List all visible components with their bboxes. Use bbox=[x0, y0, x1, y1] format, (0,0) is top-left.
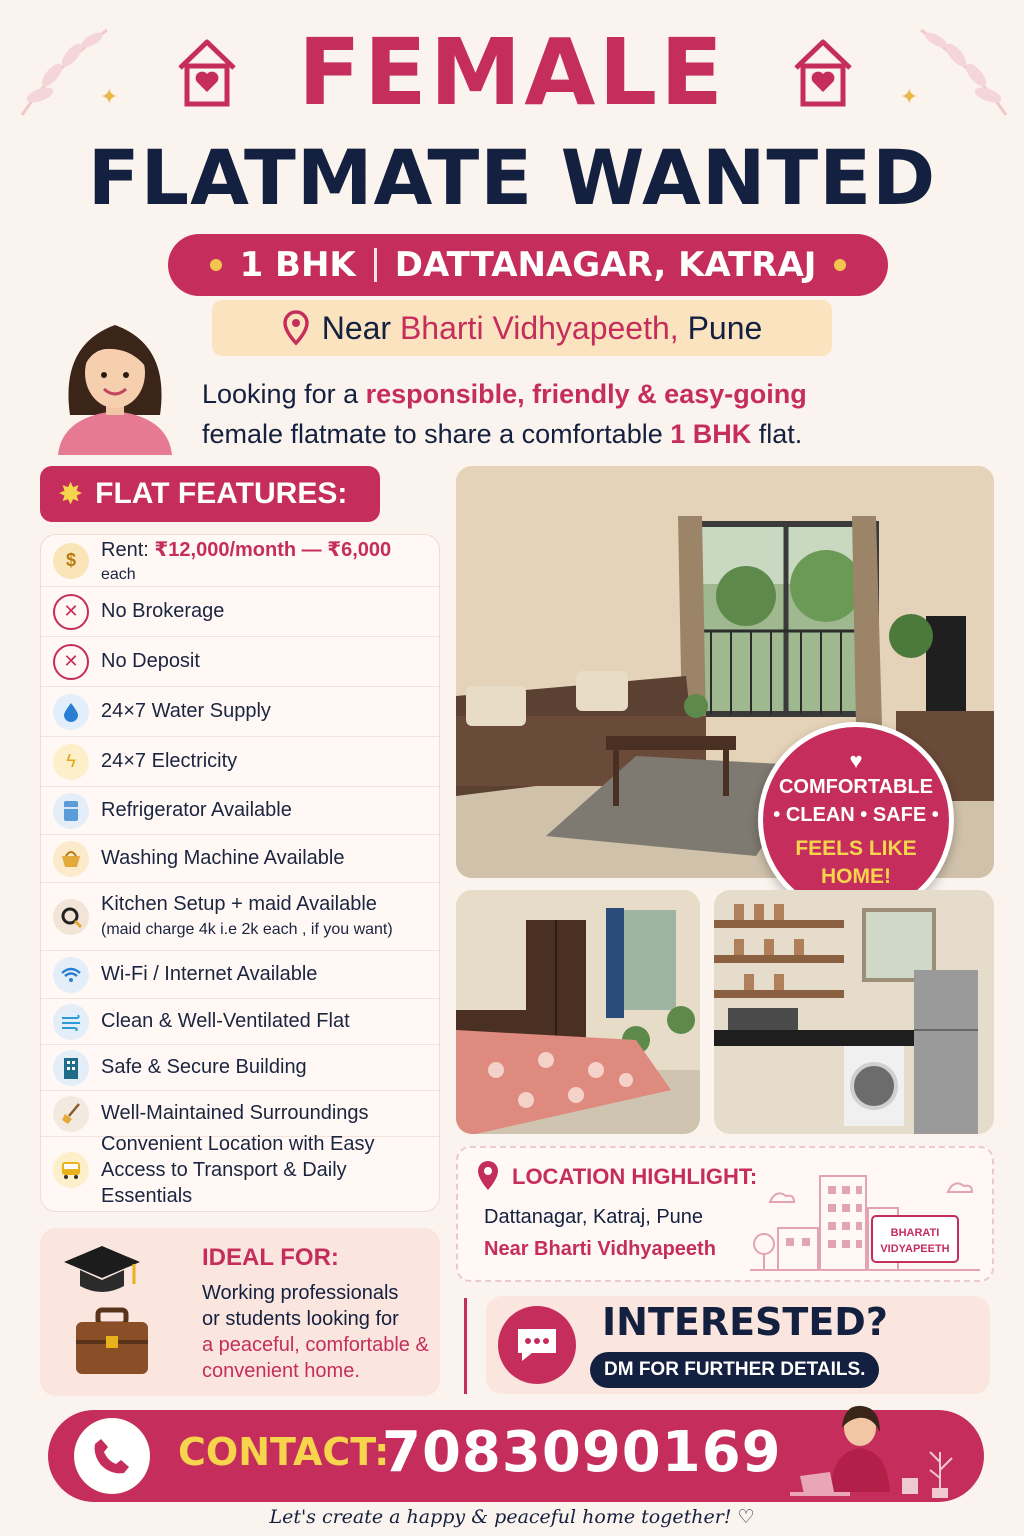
near-place: Bharti Vidhyapeeth, bbox=[399, 309, 679, 346]
no-icon: ✕ bbox=[53, 644, 89, 680]
near-location-banner bbox=[212, 300, 832, 356]
feature-wifi: Wi-Fi / Internet Available bbox=[41, 951, 439, 999]
feature-no-deposit: ✕ No Deposit bbox=[41, 637, 439, 687]
feature-electricity: ϟ 24×7 Electricity bbox=[41, 737, 439, 787]
features-list bbox=[40, 534, 440, 1212]
feature-safe-building: Safe & Secure Building bbox=[41, 1045, 439, 1091]
dm-details-label: DM FOR FURTHER DETAILS. bbox=[590, 1352, 879, 1388]
heart-icon: ♥ bbox=[849, 748, 863, 773]
interested-title: INTERESTED? bbox=[602, 1300, 888, 1344]
laundry-basket-icon bbox=[53, 841, 89, 877]
contact-number[interactable]: 7083090169 bbox=[382, 1420, 782, 1485]
near-prefix: Near bbox=[321, 309, 400, 346]
chat-icon bbox=[498, 1306, 576, 1384]
feature-rent: $ Rent: ₹12,000/month — ₹6,000 each bbox=[41, 535, 439, 587]
sparkle-icon: ✦ bbox=[100, 84, 119, 109]
building-sign-line1: BHARATI bbox=[890, 1227, 940, 1239]
bhk-location-banner bbox=[168, 234, 888, 296]
star-icon: ✸ bbox=[58, 477, 84, 511]
map-pin-icon bbox=[476, 1160, 500, 1192]
frying-pan-icon bbox=[53, 899, 89, 935]
ideal-for-title: IDEAL FOR: bbox=[202, 1244, 339, 1271]
contact-label: CONTACT: bbox=[178, 1430, 390, 1474]
water-drop-icon bbox=[53, 694, 89, 730]
briefcase-icon bbox=[72, 1306, 152, 1378]
money-bag-icon: $ bbox=[53, 543, 89, 579]
title-female: FEMALE bbox=[298, 19, 726, 126]
lightning-icon: ϟ bbox=[53, 744, 89, 780]
ventilation-icon bbox=[53, 1004, 89, 1040]
ideal-for-text: Working professionals or students looking for a peaceful, comfortable & convenient home. bbox=[202, 1282, 429, 1382]
comfortable-badge: ♥ COMFORTABLE • CLEAN • SAFE • FEELS LIKE HOME! bbox=[758, 722, 954, 918]
location-title: LOCATION HIGHLIGHT: bbox=[512, 1164, 758, 1189]
dot-icon bbox=[834, 259, 846, 271]
graduation-cap-icon bbox=[62, 1240, 142, 1300]
no-icon: ✕ bbox=[53, 594, 89, 630]
kitchen-photo bbox=[714, 890, 994, 1134]
title-flatmate-wanted: FLATMATE WANTED bbox=[87, 133, 937, 222]
wifi-icon bbox=[53, 957, 89, 993]
feature-location: Convenient Location with Easy Access to Transport & Daily Essentials bbox=[41, 1137, 439, 1203]
refrigerator-icon bbox=[53, 793, 89, 829]
phone-icon[interactable] bbox=[74, 1418, 150, 1494]
feature-kitchen: Kitchen Setup + maid Available (maid charge 4k i.e 2k each , if you want) bbox=[41, 883, 439, 951]
feature-no-brokerage: ✕ No Brokerage bbox=[41, 587, 439, 637]
feature-surroundings: Well-Maintained Surroundings bbox=[41, 1091, 439, 1137]
city-buildings-icon bbox=[750, 1168, 980, 1274]
feature-refrigerator: Refrigerator Available bbox=[41, 787, 439, 835]
separator bbox=[374, 248, 377, 282]
map-pin-icon bbox=[282, 310, 310, 346]
sparkle-icon: ✦ bbox=[900, 84, 919, 109]
feature-water: 24×7 Water Supply bbox=[41, 687, 439, 737]
footer-tagline: Let's create a happy & peaceful home together! ♡ bbox=[269, 1506, 755, 1528]
broom-icon bbox=[53, 1096, 89, 1132]
woman-avatar-icon bbox=[50, 305, 180, 455]
near-city: Pune bbox=[678, 309, 763, 346]
flat-features-title: ✸ FLAT FEATURES: bbox=[40, 466, 380, 522]
intro-text: Looking for a responsible, friendly & easy-going female flatmate to share a comfortable 1 BHK flat. bbox=[202, 379, 807, 449]
bedroom-photo bbox=[456, 890, 700, 1134]
dot-icon bbox=[210, 259, 222, 271]
divider bbox=[464, 1298, 467, 1394]
bhk-label: 1 BHK bbox=[239, 245, 356, 285]
building-icon bbox=[53, 1050, 89, 1086]
woman-laptop-icon bbox=[760, 1392, 970, 1498]
area-label: DATTANAGAR, KATRAJ bbox=[394, 245, 817, 285]
building-sign-line2: VIDYAPEETH bbox=[880, 1243, 950, 1255]
location-area: Dattanagar, Katraj, Pune bbox=[484, 1206, 704, 1228]
location-landmark: Near Bharti Vidhyapeeth bbox=[484, 1238, 716, 1260]
feature-ventilation: Clean & Well-Ventilated Flat bbox=[41, 999, 439, 1045]
feature-washing-machine: Washing Machine Available bbox=[41, 835, 439, 883]
bus-icon bbox=[53, 1152, 89, 1188]
